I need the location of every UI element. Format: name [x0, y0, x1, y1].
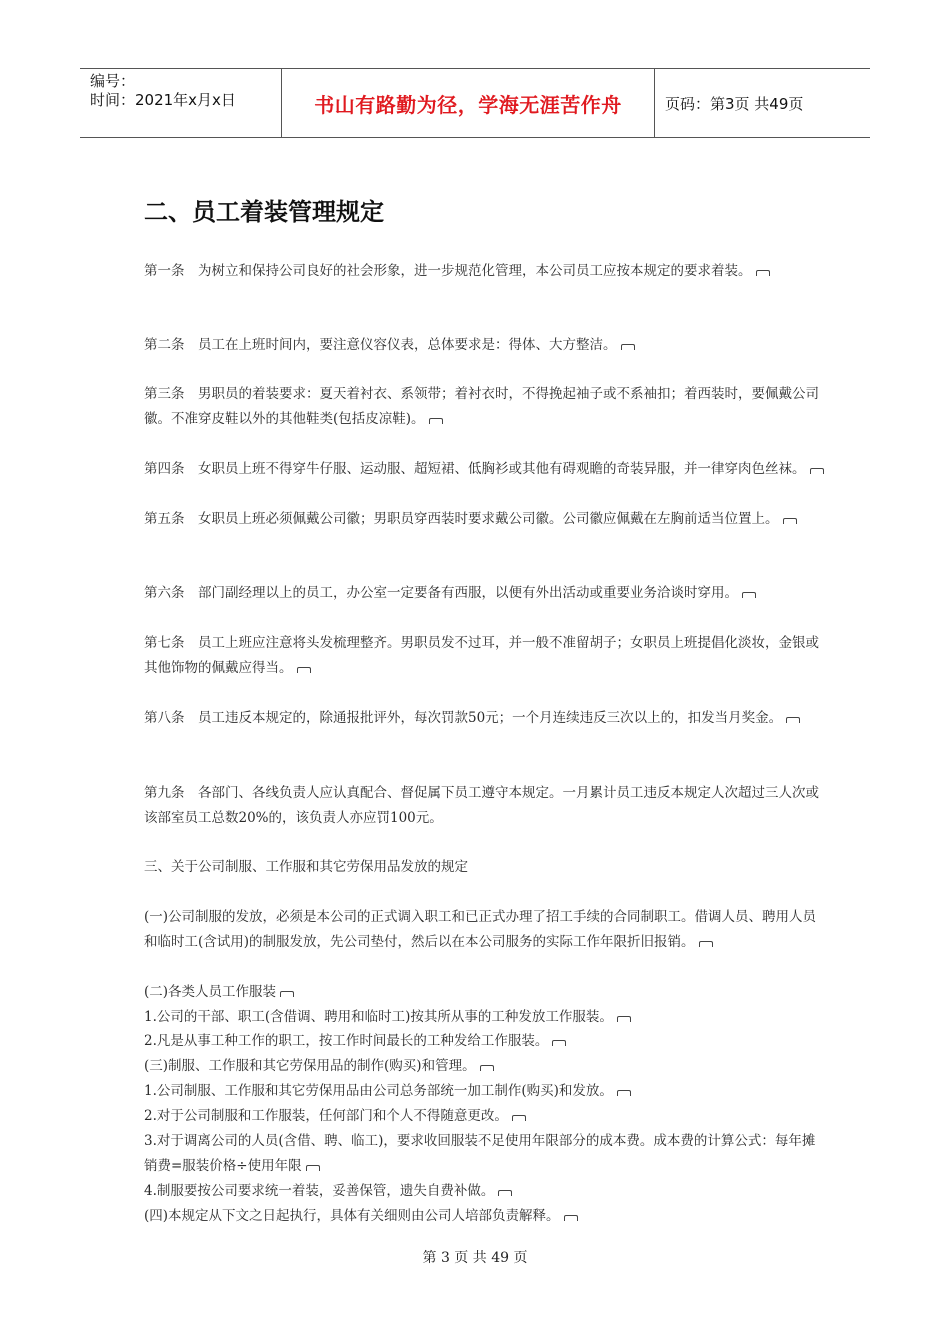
- paragraph-mark-icon: [786, 717, 800, 723]
- serial-label: 编号：: [90, 72, 136, 90]
- paragraph: 第六条 部门副经理以上的员工，办公室一定要备有西服，以便有外出活动或重要业务洽谈时穿用。: [144, 581, 824, 606]
- section-title: 二、员工着装管理规定: [144, 198, 384, 226]
- header-page-info: 页码：第3页 共49页: [665, 94, 804, 113]
- subsection-heading: 三、关于公司制服、工作服和其它劳保用品发放的规定: [144, 859, 468, 875]
- paragraph-mark-icon: [742, 592, 756, 598]
- paragraph: 第二条 员工在上班时间内，要注意仪容仪表，总体要求是：得体、大方整洁。: [144, 333, 824, 358]
- paragraph: 第三条 男职员的着装要求：夏天着衬衣、系领带；着衬衣时，不得挽起袖子或不系袖扣；着西装时，要佩戴公司徽。不准穿皮鞋以外的其他鞋类(包括皮凉鞋)。: [144, 386, 819, 427]
- paragraph-mark-icon: [617, 1090, 631, 1096]
- header-meta: [80, 69, 282, 137]
- list-item: 1.公司的干部、职工(含借调、聘用和临时工)按其所从事的工种发放工作服装。: [144, 1005, 824, 1030]
- list-item: 4.制服要按公司要求统一着装，妥善保管，遗失自费补做。: [144, 1179, 824, 1204]
- paragraph: 第五条 女职员上班必须佩戴公司徽；男职员穿西装时要求戴公司徽。公司徽应佩戴在左胸前适当位置上。: [144, 507, 824, 532]
- page-header: [80, 68, 870, 138]
- list-item: 2.凡是从事工种工作的职工，按工作时间最长的工种发给工作服装。: [144, 1029, 824, 1054]
- paragraph-mark-icon: [552, 1040, 566, 1046]
- paragraph: 第七条 员工上班应注意将头发梳理整齐。男职员发不过耳，并一般不准留胡子；女职员上班提倡化淡妆，金银或其他饰物的佩戴应得当。: [144, 635, 819, 676]
- paragraph-mark-icon: [480, 1065, 494, 1071]
- list-item: 3.对于调离公司的人员(含借、聘、临工)，要求收回服装不足使用年限部分的成本费。成本费的计算公式：每年摊销费=服装价格÷使用年限: [144, 1133, 816, 1174]
- paragraph-mark-icon: [621, 344, 635, 350]
- list-item: (二)各类人员工作服装: [144, 980, 824, 1005]
- paragraph-mark-icon: [280, 991, 294, 997]
- paragraph-mark-icon: [429, 418, 443, 424]
- paragraph: 第四条 女职员上班不得穿牛仔服、运动服、超短裙、低胸衫或其他有碍观瞻的奇装异服，并一律穿肉色丝袜。: [144, 457, 824, 482]
- paragraph-mark-icon: [699, 941, 713, 947]
- page-footer: 第 3 页 共 49 页: [422, 1250, 528, 1266]
- paragraph-mark-icon: [756, 270, 770, 276]
- paragraph: 第九条 各部门、各线负责人应认真配合、督促属下员工遵守本规定。一月累计员工违反本规定人次超过三人次或该部室员工总数20%的，该负责人亦应罚100元。: [144, 785, 819, 826]
- paragraph-mark-icon: [498, 1190, 512, 1196]
- list-item: (四)本规定从下文之日起执行，具体有关细则由公司人培部负责解释。: [144, 1204, 824, 1229]
- list-item: 1.公司制服、工作服和其它劳保用品由公司总务部统一加工制作(购买)和发放。: [144, 1079, 824, 1104]
- list-item: 2.对于公司制服和工作服装，任何部门和个人不得随意更改。: [144, 1104, 824, 1129]
- paragraph-mark-icon: [306, 1165, 320, 1171]
- paragraph-mark-icon: [297, 667, 311, 673]
- header-motto: 书山有路勤为径，学海无涯苦作舟: [282, 69, 655, 137]
- time-label: 时间：2021年x月x日: [90, 91, 236, 109]
- paragraph-mark-icon: [617, 1016, 631, 1022]
- paragraph-mark-icon: [564, 1215, 578, 1221]
- list-item: (三)制服、工作服和其它劳保用品的制作(购买)和管理。: [144, 1054, 824, 1079]
- paragraph-mark-icon: [810, 468, 824, 474]
- paragraph: 第八条 员工违反本规定的，除通报批评外，每次罚款50元；一个月连续违反三次以上的，扣发当月奖金。: [144, 706, 824, 731]
- paragraph-mark-icon: [512, 1115, 526, 1121]
- paragraph: (一)公司制服的发放，必须是本公司的正式调入职工和已正式办理了招工手续的合同制职工。借调人员、聘用人员和临时工(含试用)的制服发放，先公司垫付，然后以在本公司服务的实际工作年限折旧报销。: [144, 909, 817, 950]
- paragraph-mark-icon: [783, 518, 797, 524]
- paragraph: 第一条 为树立和保持公司良好的社会形象，进一步规范化管理，本公司员工应按本规定的要求着装。: [144, 259, 824, 284]
